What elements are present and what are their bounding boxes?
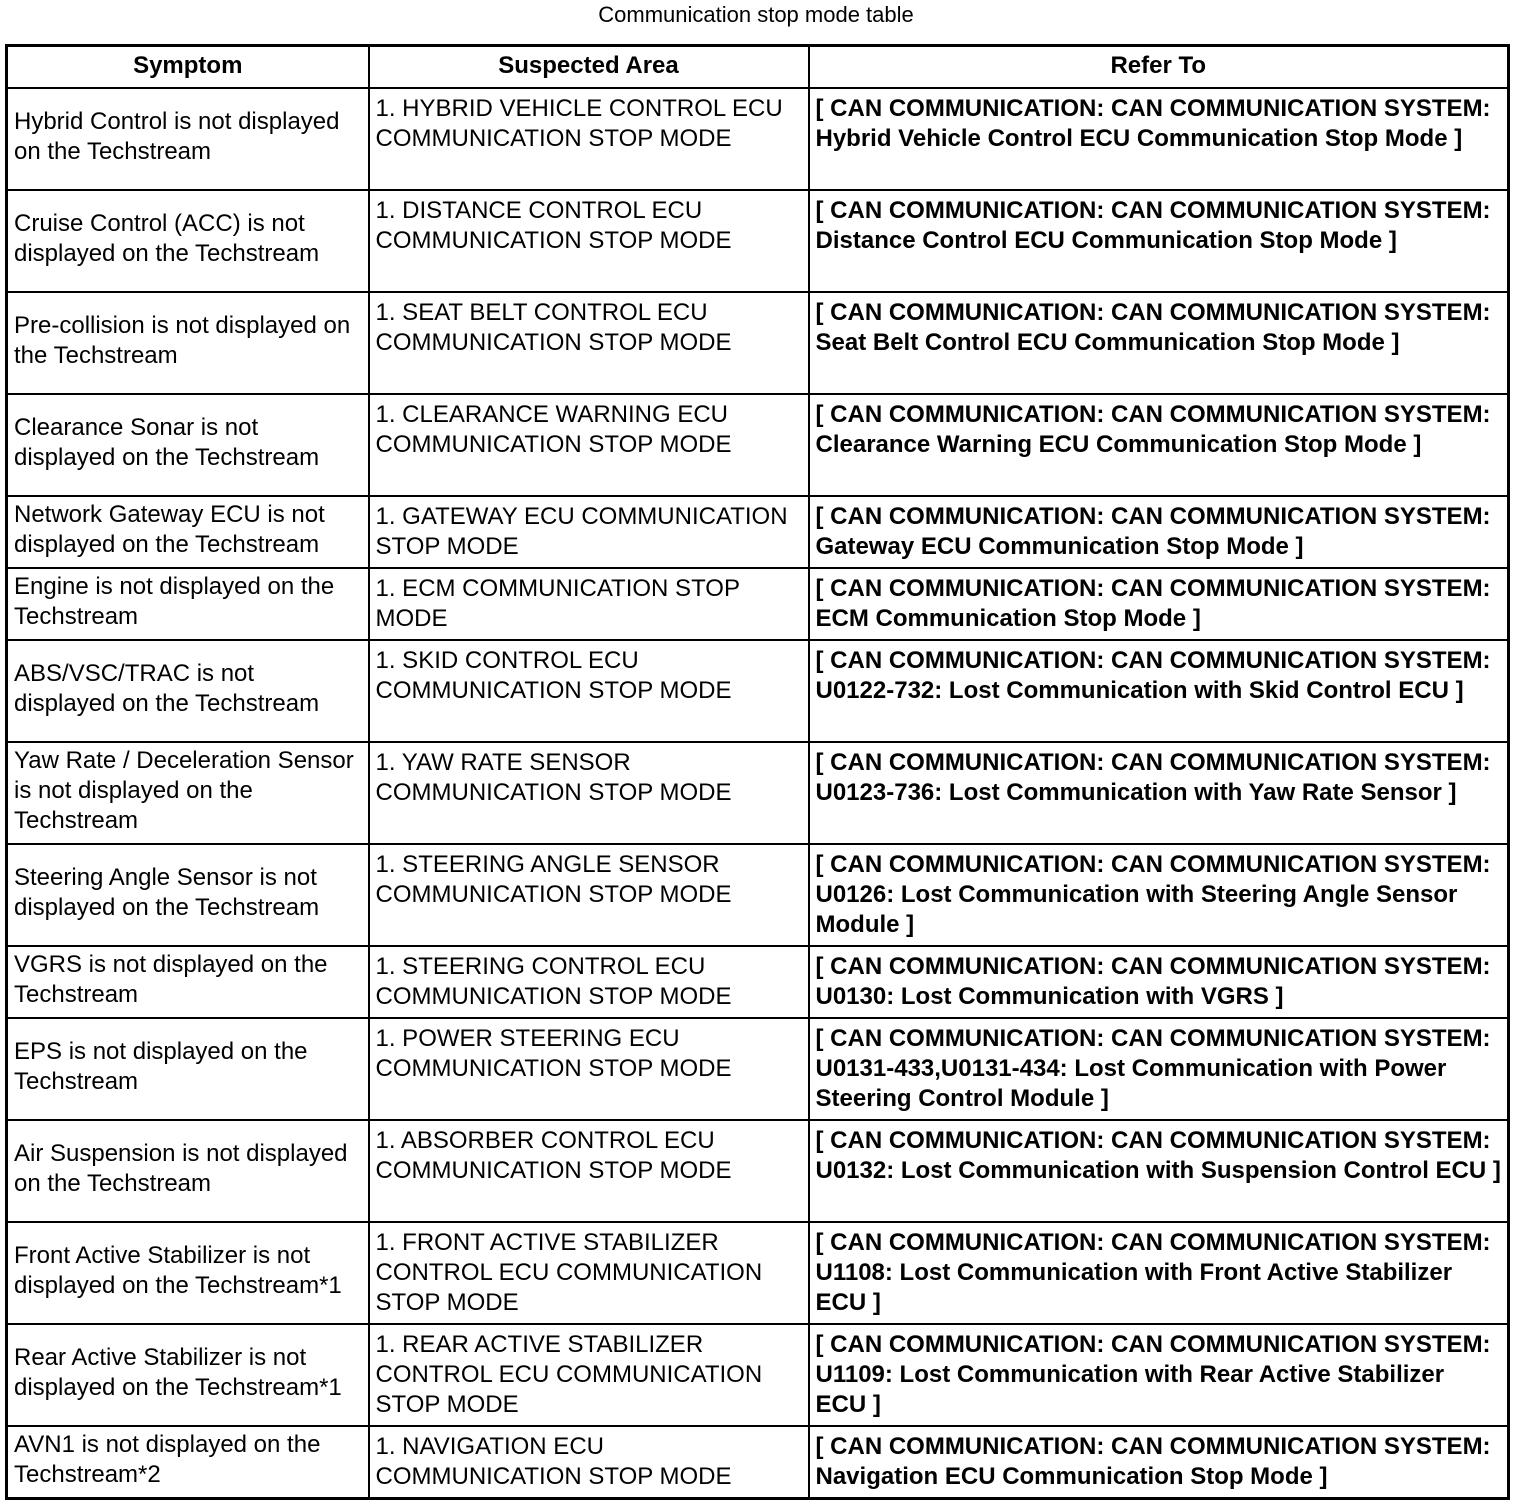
symptom-cell: Pre-collision is not displayed on the Techstream <box>7 292 369 394</box>
symptom-cell: AVN1 is not displayed on the Techstream*2 <box>7 1426 369 1498</box>
suspected-area-cell: 1. HYBRID VEHICLE CONTROL ECU COMMUNICATION STOP MODE <box>369 88 809 190</box>
table-row <box>7 88 1509 190</box>
suspected-area-cell: 1. DISTANCE CONTROL ECU COMMUNICATION STOP MODE <box>369 190 809 292</box>
communication-stop-mode-table <box>5 44 1510 1500</box>
refer-to-link[interactable]: [ CAN COMMUNICATION: CAN COMMUNICATION SYSTEM: U0123-736: Lost Communication with Yaw Rate Sensor ] <box>809 742 1509 844</box>
refer-to-link[interactable]: [ CAN COMMUNICATION: CAN COMMUNICATION SYSTEM: Hybrid Vehicle Control ECU Communication Stop Mode ] <box>809 88 1509 190</box>
refer-to-link[interactable]: [ CAN COMMUNICATION: CAN COMMUNICATION SYSTEM: U1108: Lost Communication with Front Active Stabilizer ECU ] <box>809 1222 1509 1324</box>
refer-to-link[interactable]: [ CAN COMMUNICATION: CAN COMMUNICATION SYSTEM: U0131-433,U0131-434: Lost Communication with Power Steering Control Module ] <box>809 1018 1509 1120</box>
refer-to-link[interactable]: [ CAN COMMUNICATION: CAN COMMUNICATION SYSTEM: Clearance Warning ECU Communication Stop Mode ] <box>809 394 1509 496</box>
table-row <box>7 742 1509 844</box>
table-row <box>7 568 1509 640</box>
suspected-area-cell: 1. STEERING ANGLE SENSOR COMMUNICATION STOP MODE <box>369 844 809 946</box>
table-row <box>7 1018 1509 1120</box>
table-row <box>7 394 1509 496</box>
table-row <box>7 946 1509 1018</box>
symptom-cell: Network Gateway ECU is not displayed on the Techstream <box>7 496 369 568</box>
refer-to-link[interactable]: [ CAN COMMUNICATION: CAN COMMUNICATION SYSTEM: U0132: Lost Communication with Suspension Control ECU ] <box>809 1120 1509 1222</box>
suspected-area-cell: 1. STEERING CONTROL ECU COMMUNICATION STOP MODE <box>369 946 809 1018</box>
refer-to-link[interactable]: [ CAN COMMUNICATION: CAN COMMUNICATION SYSTEM: Navigation ECU Communication Stop Mode ] <box>809 1426 1509 1498</box>
column-header-symptom: Symptom <box>7 46 369 89</box>
symptom-cell: Clearance Sonar is not displayed on the Techstream <box>7 394 369 496</box>
refer-to-link[interactable]: [ CAN COMMUNICATION: CAN COMMUNICATION SYSTEM: Gateway ECU Communication Stop Mode ] <box>809 496 1509 568</box>
suspected-area-cell: 1. REAR ACTIVE STABILIZER CONTROL ECU COMMUNICATION STOP MODE <box>369 1324 809 1426</box>
symptom-cell: Yaw Rate / Deceleration Sensor is not displayed on the Techstream <box>7 742 369 844</box>
refer-to-link[interactable]: [ CAN COMMUNICATION: CAN COMMUNICATION SYSTEM: U0122-732: Lost Communication with Skid Control ECU ] <box>809 640 1509 742</box>
symptom-cell: Steering Angle Sensor is not displayed on the Techstream <box>7 844 369 946</box>
suspected-area-cell: 1. ABSORBER CONTROL ECU COMMUNICATION STOP MODE <box>369 1120 809 1222</box>
table-row <box>7 1324 1509 1426</box>
suspected-area-cell: 1. YAW RATE SENSOR COMMUNICATION STOP MODE <box>369 742 809 844</box>
suspected-area-cell: 1. NAVIGATION ECU COMMUNICATION STOP MODE <box>369 1426 809 1498</box>
table-row <box>7 1222 1509 1324</box>
refer-to-link[interactable]: [ CAN COMMUNICATION: CAN COMMUNICATION SYSTEM: U0130: Lost Communication with VGRS ] <box>809 946 1509 1018</box>
symptom-cell: Hybrid Control is not displayed on the Techstream <box>7 88 369 190</box>
table-row <box>7 844 1509 946</box>
suspected-area-cell: 1. POWER STEERING ECU COMMUNICATION STOP MODE <box>369 1018 809 1120</box>
symptom-cell: Front Active Stabilizer is not displayed on the Techstream*1 <box>7 1222 369 1324</box>
table-row <box>7 1426 1509 1498</box>
symptom-cell: ABS/VSC/TRAC is not displayed on the Techstream <box>7 640 369 742</box>
table-row <box>7 190 1509 292</box>
refer-to-link[interactable]: [ CAN COMMUNICATION: CAN COMMUNICATION SYSTEM: U0126: Lost Communication with Steering Angle Sensor Module ] <box>809 844 1509 946</box>
table-row <box>7 496 1509 568</box>
refer-to-link[interactable]: [ CAN COMMUNICATION: CAN COMMUNICATION SYSTEM: Distance Control ECU Communication Stop Mode ] <box>809 190 1509 292</box>
refer-to-link[interactable]: [ CAN COMMUNICATION: CAN COMMUNICATION SYSTEM: ECM Communication Stop Mode ] <box>809 568 1509 640</box>
suspected-area-cell: 1. SKID CONTROL ECU COMMUNICATION STOP MODE <box>369 640 809 742</box>
suspected-area-cell: 1. FRONT ACTIVE STABILIZER CONTROL ECU COMMUNICATION STOP MODE <box>369 1222 809 1324</box>
table-caption: Communication stop mode table <box>598 2 914 27</box>
suspected-area-cell: 1. SEAT BELT CONTROL ECU COMMUNICATION STOP MODE <box>369 292 809 394</box>
refer-to-link[interactable]: [ CAN COMMUNICATION: CAN COMMUNICATION SYSTEM: U1109: Lost Communication with Rear Active Stabilizer ECU ] <box>809 1324 1509 1426</box>
table-row <box>7 292 1509 394</box>
symptom-cell: Rear Active Stabilizer is not displayed on the Techstream*1 <box>7 1324 369 1426</box>
symptom-cell: Cruise Control (ACC) is not displayed on the Techstream <box>7 190 369 292</box>
symptom-cell: Air Suspension is not displayed on the Techstream <box>7 1120 369 1222</box>
refer-to-link[interactable]: [ CAN COMMUNICATION: CAN COMMUNICATION SYSTEM: Seat Belt Control ECU Communication Stop Mode ] <box>809 292 1509 394</box>
suspected-area-cell: 1. ECM COMMUNICATION STOP MODE <box>369 568 809 640</box>
table-row <box>7 640 1509 742</box>
symptom-cell: Engine is not displayed on the Techstream <box>7 568 369 640</box>
suspected-area-cell: 1. CLEARANCE WARNING ECU COMMUNICATION STOP MODE <box>369 394 809 496</box>
table-header-row <box>7 46 1509 89</box>
symptom-cell: VGRS is not displayed on the Techstream <box>7 946 369 1018</box>
suspected-area-cell: 1. GATEWAY ECU COMMUNICATION STOP MODE <box>369 496 809 568</box>
column-header-refer-to: Refer To <box>809 46 1509 89</box>
column-header-suspected-area: Suspected Area <box>369 46 809 89</box>
table-row <box>7 1120 1509 1222</box>
symptom-cell: EPS is not displayed on the Techstream <box>7 1018 369 1120</box>
